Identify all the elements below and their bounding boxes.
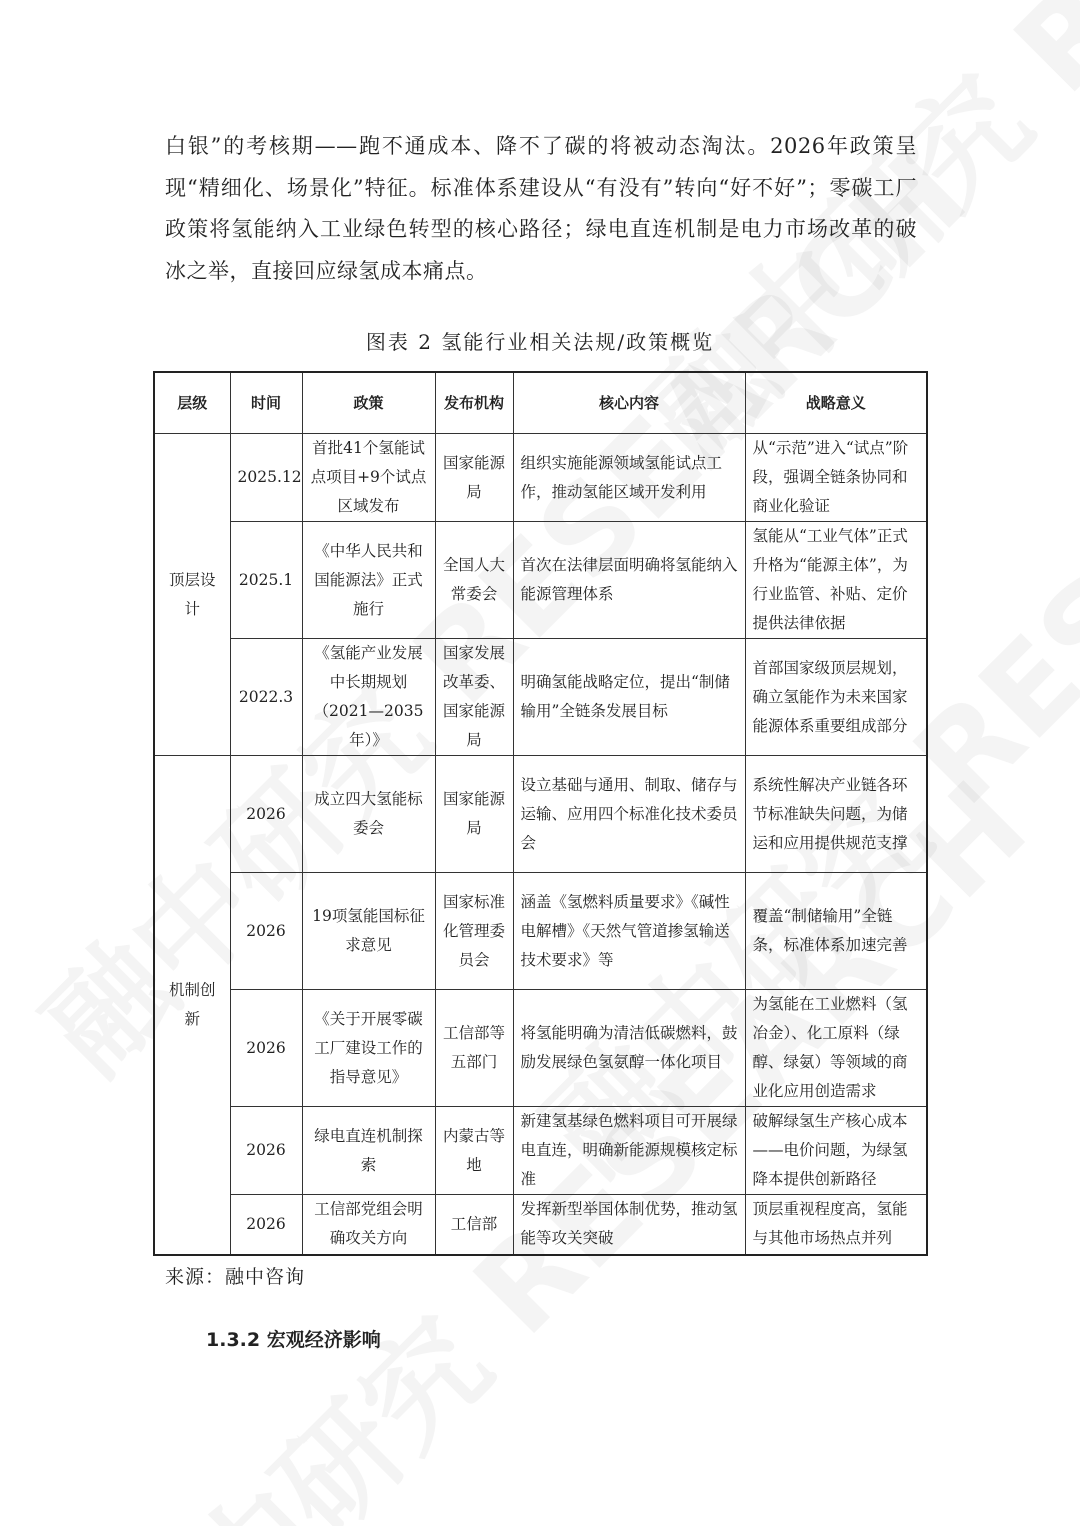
meaning-cell: 从“示范”进入“试点”阶段，强调全链条协同和商业化验证 <box>745 434 927 522</box>
org-cell: 工信部 <box>435 1195 513 1255</box>
policy-cell: 《关于开展零碳工厂建设工作的指导意见》 <box>302 990 435 1107</box>
org-cell: 内蒙古等地 <box>435 1107 513 1195</box>
meaning-cell: 系统性解决产业链各环节标准缺失问题，为储运和应用提供规范支撑 <box>745 756 927 873</box>
meaning-cell: 氢能从“工业气体”正式升格为“能源主体”，为行业监管、补贴、定价提供法律依据 <box>745 522 927 639</box>
section-heading: 1.3.2 宏观经济影响 <box>206 1329 381 1351</box>
content-cell: 发挥新型举国体制优势，推动氢能等攻关突破 <box>513 1195 745 1255</box>
time-cell: 2026 <box>230 1195 302 1255</box>
policy-cell: 19项氢能国标征求意见 <box>302 873 435 990</box>
content-cell: 组织实施能源领域氢能试点工作，推动氢能区域开发利用 <box>513 434 745 522</box>
time-cell: 2025.1 <box>230 522 302 639</box>
body-paragraph: 白银”的考核期——跑不通成本、降不了碳的将被动态淘汰。2026年政策呈现“精细化、场景化”特征。标准体系建设从“有没有”转向“好不好”；零碳工厂政策将氢能纳入工业绿色转型的核心路径；绿电直连机制是电力市场改革的破冰之举，直接回应绿氢成本痛点。 <box>165 134 917 283</box>
meaning-cell: 破解绿氢生产核心成本——电价问题，为绿氢降本提供创新路径 <box>745 1107 927 1195</box>
header-meaning: 战略意义 <box>745 372 927 434</box>
table-row <box>154 1195 927 1255</box>
content-cell: 首次在法律层面明确将氢能纳入能源管理体系 <box>513 522 745 639</box>
table-caption: 图表 2 氢能行业相关法规/政策概览 <box>365 330 715 354</box>
source-note: 来源：融中咨询 <box>165 1266 306 1288</box>
org-cell: 全国人大常委会 <box>435 522 513 639</box>
table-header-row <box>154 372 927 434</box>
time-cell: 2022.3 <box>230 639 302 756</box>
table-row <box>154 639 927 756</box>
group-cell: 机制创新 <box>154 756 230 1255</box>
table-row <box>154 873 927 990</box>
header-org: 发布机构 <box>435 372 513 434</box>
header-policy: 政策 <box>302 372 435 434</box>
meaning-cell: 首部国家级顶层规划，确立氢能作为未来国家能源体系重要组成部分 <box>745 639 927 756</box>
content-cell: 设立基础与通用、制取、储存与运输、应用四个标准化技术委员会 <box>513 756 745 873</box>
time-cell: 2025.12 <box>230 434 302 522</box>
group-cell: 顶层设计 <box>154 434 230 756</box>
meaning-cell: 顶层重视程度高，氢能与其他市场热点并列 <box>745 1195 927 1255</box>
content-cell: 涵盖《氢燃料质量要求》《碱性电解槽》《天然气管道掺氢输送技术要求》等 <box>513 873 745 990</box>
policy-cell: 绿电直连机制探索 <box>302 1107 435 1195</box>
time-cell: 2026 <box>230 1107 302 1195</box>
header-content: 核心内容 <box>513 372 745 434</box>
policy-cell: 首批41个氢能试点项目+9个试点区域发布 <box>302 434 435 522</box>
policy-cell: 成立四大氢能标委会 <box>302 756 435 873</box>
table-row <box>154 756 927 873</box>
content-cell: 将氢能明确为清洁低碳燃料，鼓励发展绿色氢氨醇一体化项目 <box>513 990 745 1107</box>
time-cell: 2026 <box>230 990 302 1107</box>
content-cell: 新建氢基绿色燃料项目可开展绿电直连，明确新能源规模核定标准 <box>513 1107 745 1195</box>
org-cell: 国家标准化管理委员会 <box>435 873 513 990</box>
table-row <box>154 434 927 522</box>
policy-cell: 工信部党组会明确攻关方向 <box>302 1195 435 1255</box>
time-cell: 2026 <box>230 873 302 990</box>
table-row <box>154 522 927 639</box>
org-cell: 国家能源局 <box>435 434 513 522</box>
table-row <box>154 1107 927 1195</box>
org-cell: 国家能源局 <box>435 756 513 873</box>
header-level: 层级 <box>154 372 230 434</box>
org-cell: 国家发展改革委、国家能源局 <box>435 639 513 756</box>
header-time: 时间 <box>230 372 302 434</box>
content-cell: 明确氢能战略定位，提出“制储输用”全链条发展目标 <box>513 639 745 756</box>
policy-table <box>153 371 928 1256</box>
meaning-cell: 覆盖“制储输用”全链条，标准体系加速完善 <box>745 873 927 990</box>
table-row <box>154 990 927 1107</box>
org-cell: 工信部等五部门 <box>435 990 513 1107</box>
meaning-cell: 为氢能在工业燃料（氢冶金）、化工原料（绿醇、绿氨）等领域的商业化应用创造需求 <box>745 990 927 1107</box>
time-cell: 2026 <box>230 756 302 873</box>
policy-cell: 《中华人民共和国能源法》正式施行 <box>302 522 435 639</box>
policy-cell: 《氢能产业发展中长期规划（2021—2035年）》 <box>302 639 435 756</box>
